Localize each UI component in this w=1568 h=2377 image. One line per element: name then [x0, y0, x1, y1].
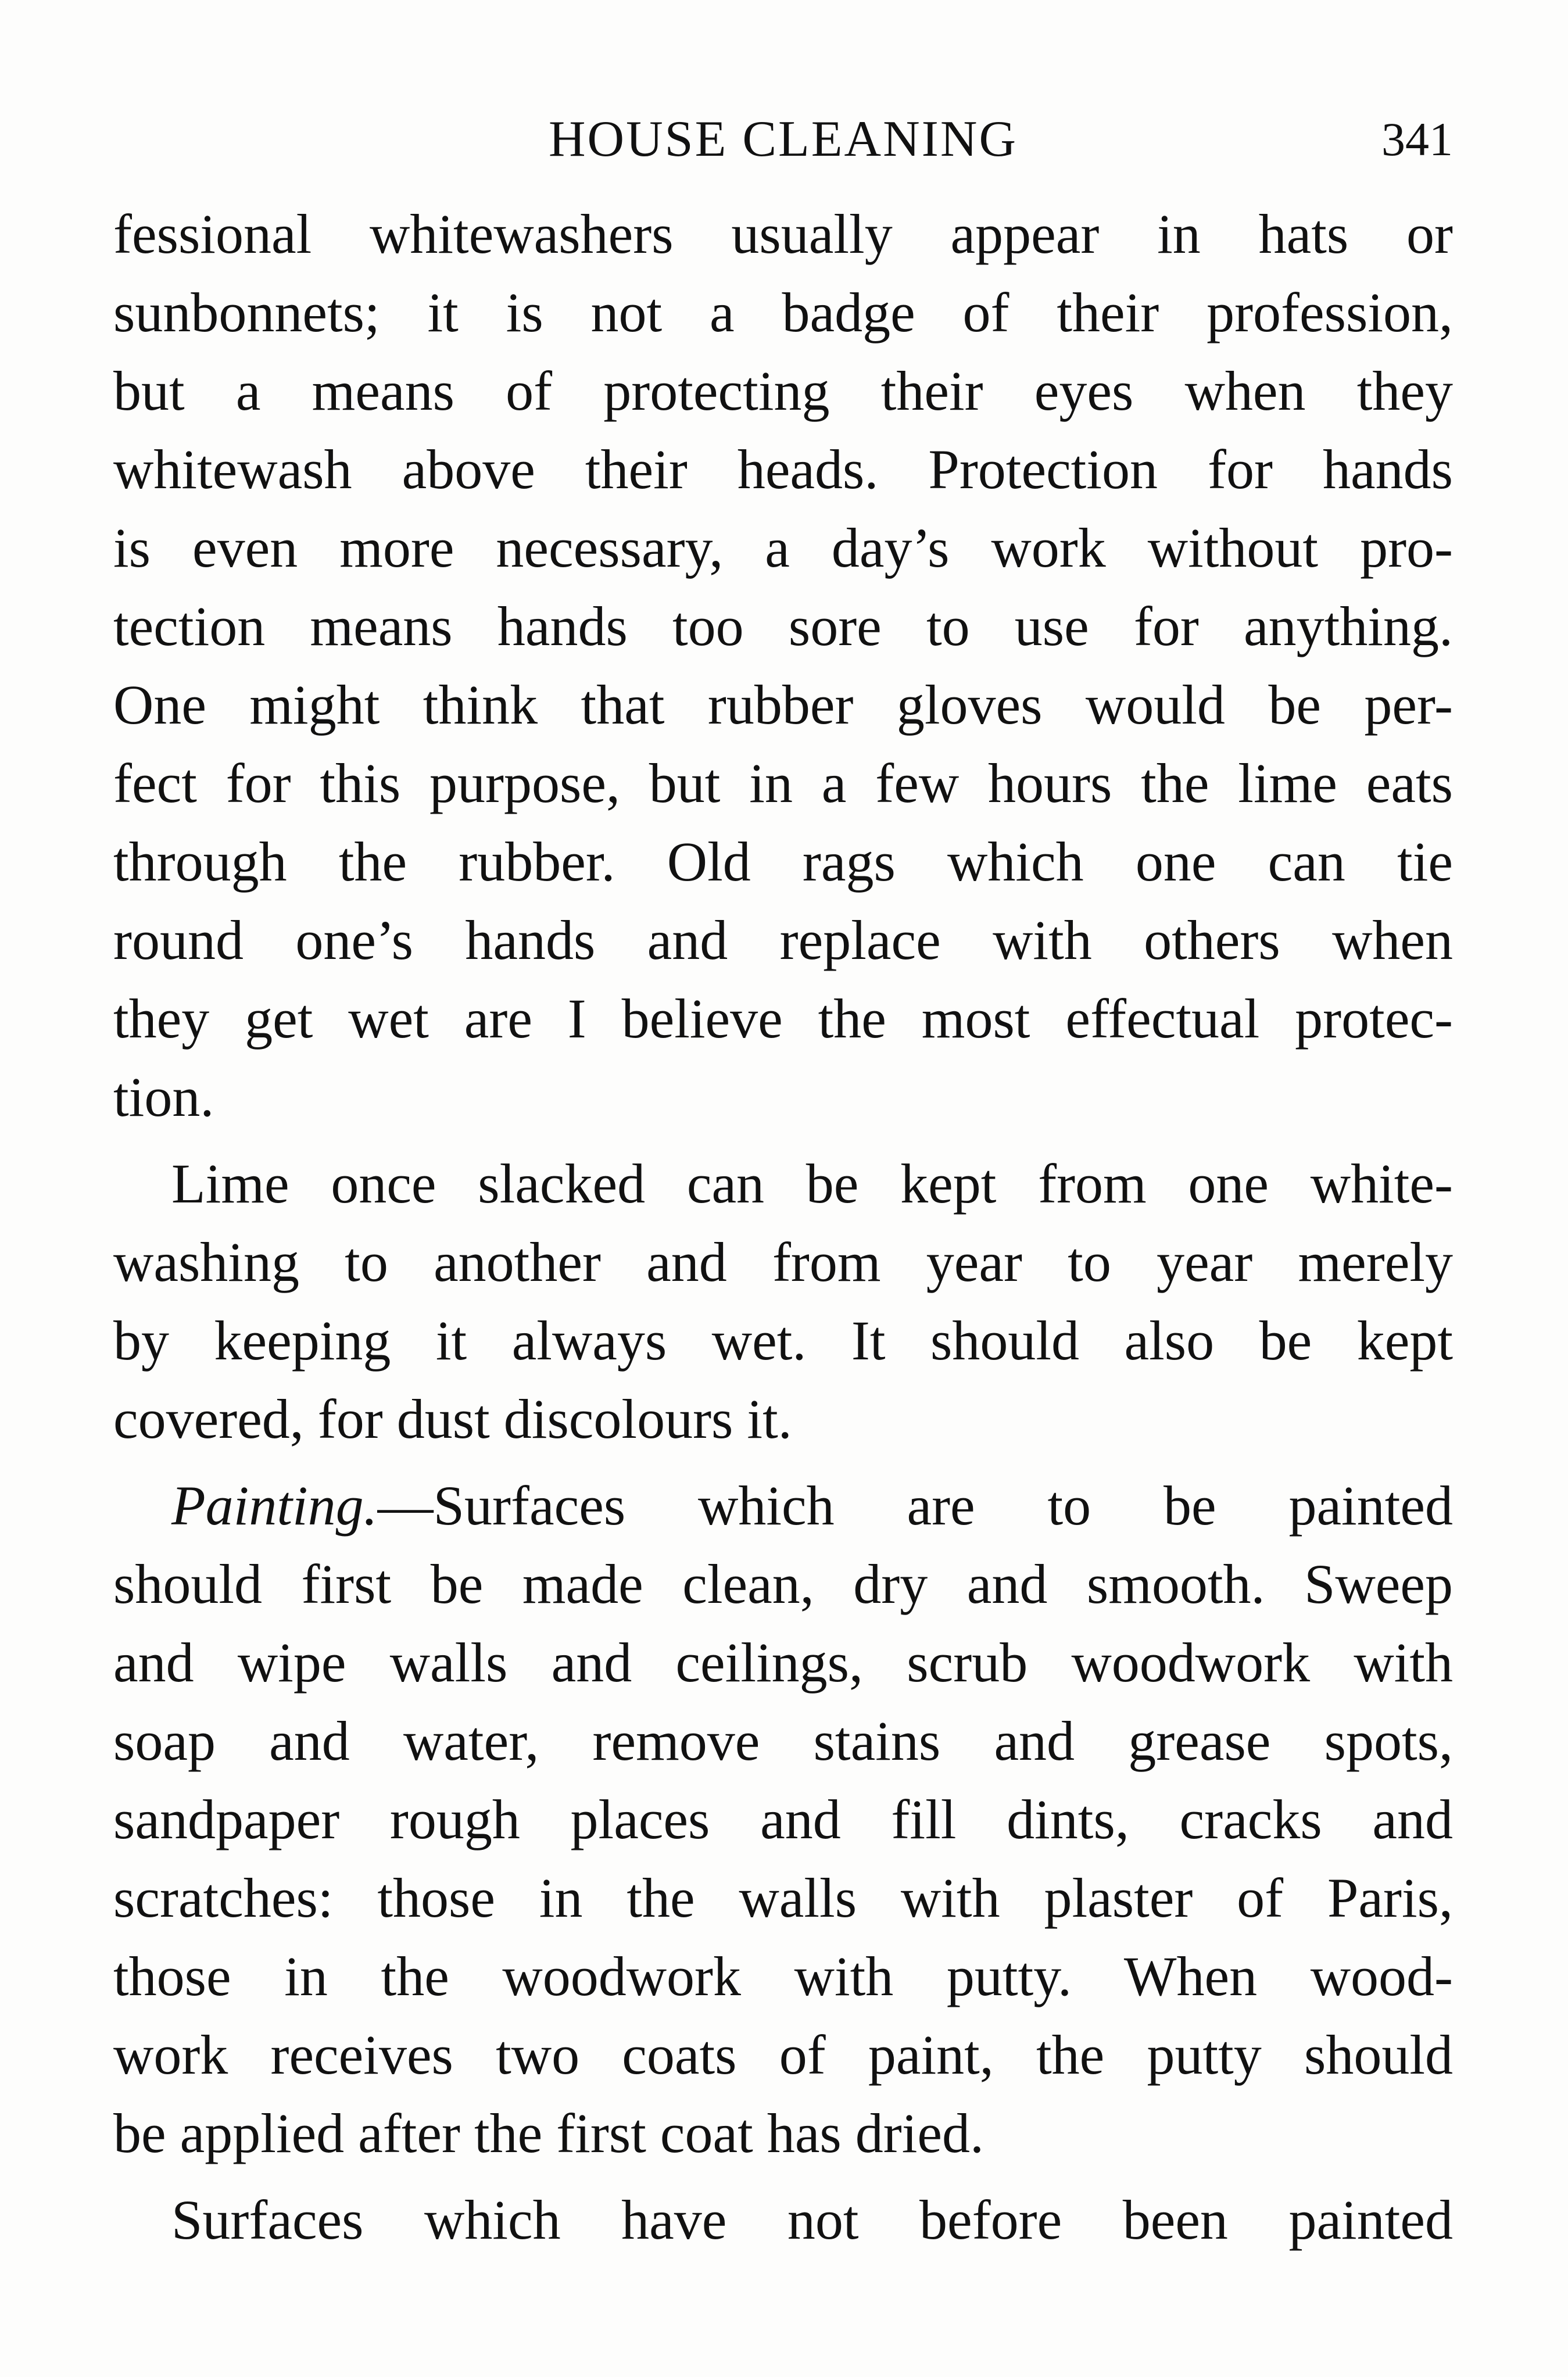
text-line: soap and water, remove stains and grease spots, [113, 1710, 1453, 1772]
text-line: is even more necessary, a day’s work without pro- [113, 517, 1453, 579]
paragraph-gap [113, 1136, 1453, 1144]
text-line: covered, for dust discolours it. [113, 1388, 792, 1450]
text-line: scratches: those in the walls with plaster of Paris, [113, 1867, 1453, 1929]
text-line: Lime once slacked can be kept from one white- [171, 1152, 1453, 1215]
text-span: —Surfaces which are to be painted [377, 1474, 1453, 1537]
text-line: whitewash above their heads. Protection for hands [113, 438, 1453, 500]
text-line: be applied after the first coat has dried. [113, 2102, 985, 2164]
text-line: but a means of protecting their eyes when they [113, 360, 1453, 422]
paragraph-4 [113, 2181, 1453, 2259]
text-line: tection means hands too sore to use for anything. [113, 595, 1453, 657]
paragraph-gap [113, 1458, 1453, 1466]
text-line: by keeping it always wet. It should also be kept [113, 1309, 1453, 1372]
text-line [113, 1466, 1453, 1545]
text-line: should first be made clean, dry and smooth. Sweep [113, 1553, 1453, 1615]
text-line: washing to another and from year to year merely [113, 1231, 1453, 1293]
text-line: fessional whitewashers usually appear in hats or [113, 203, 1453, 265]
paragraph-2 [113, 1144, 1453, 1458]
section-lead: Painting. [171, 1474, 378, 1537]
text-line: work receives two coats of paint, the putty should [113, 2024, 1453, 2086]
text-line: Surfaces which have not before been painted [171, 2189, 1453, 2251]
text-line: those in the woodwork with putty. When wood- [113, 1945, 1453, 2007]
page-number: 341 [1381, 113, 1453, 166]
text-line: fect for this purpose, but in a few hours the lime eats [113, 752, 1453, 814]
running-title: HOUSE CLEANING [548, 111, 1018, 167]
running-head [113, 108, 1453, 171]
text-line: through the rubber. Old rags which one can tie [113, 830, 1453, 893]
paragraph-1 [113, 195, 1453, 1136]
text-line: sunbonnets; it is not a badge of their profession, [113, 281, 1453, 343]
paragraph-gap [113, 2172, 1453, 2181]
text-line: they get wet are I believe the most effectual protec- [113, 987, 1453, 1050]
text-line: One might think that rubber gloves would be per- [113, 674, 1453, 736]
text-line: tion. [113, 1066, 214, 1128]
text-line: round one’s hands and replace with others when [113, 909, 1453, 971]
text-line: and wipe walls and ceilings, scrub woodwork with [113, 1631, 1453, 1694]
paragraph-3 [113, 1466, 1453, 2172]
text-line: sandpaper rough places and fill dints, cracks and [113, 1788, 1453, 1850]
body-text [113, 195, 1453, 2259]
